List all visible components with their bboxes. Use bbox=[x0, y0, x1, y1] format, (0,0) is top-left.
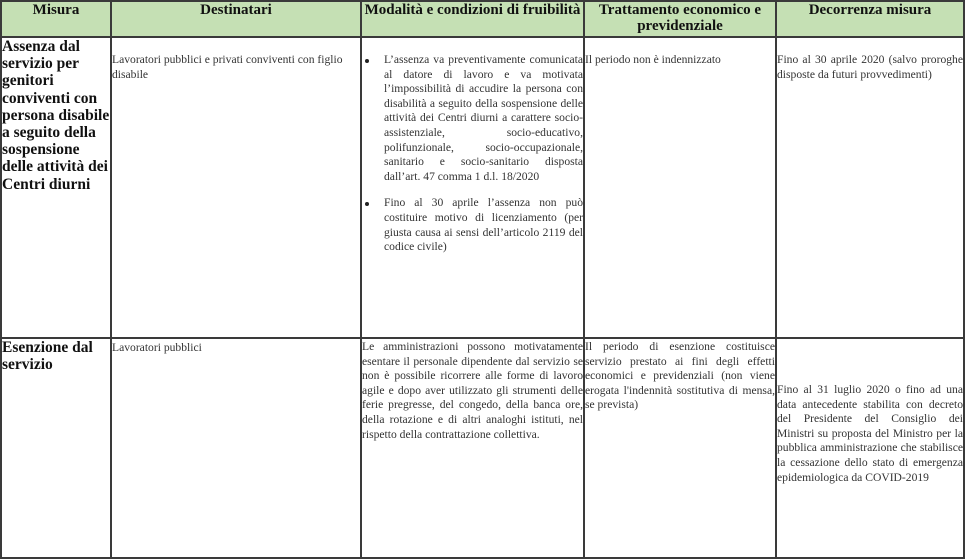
table-row bbox=[1, 338, 964, 558]
bullet-item bbox=[362, 196, 583, 254]
modalita-bullet-list bbox=[362, 53, 583, 255]
cell-decorrenza: Fino al 31 luglio 2020 o fino ad una data antecedente stabilita con decreto del Presidente del Consiglio dei Ministri su proposta del Ministro per la pubblica amministrazione che stabilisce la cessazione dello stato di emergenza epidemiologica da COVID-2019 bbox=[776, 338, 964, 558]
cell-misura: Assenza dal servizio per genitori conviventi con persona disabile a seguito della sospensione delle attività dei Centri diurni bbox=[1, 37, 111, 338]
header-trattamento: Trattamento economico e previdenziale bbox=[584, 1, 776, 37]
table-header-row bbox=[1, 1, 964, 37]
cell-misura: Esenzione dal servizio bbox=[1, 338, 111, 558]
header-modalita: Modalità e condizioni di fruibilità bbox=[361, 1, 584, 37]
cell-decorrenza: Fino al 30 aprile 2020 (salvo proroghe disposte da futuri provvedimenti) bbox=[776, 37, 964, 338]
header-destinatari: Destinatari bbox=[111, 1, 361, 37]
header-misura: Misura bbox=[1, 1, 111, 37]
cell-destinatari: Lavoratori pubblici bbox=[111, 338, 361, 558]
bullet-icon bbox=[365, 59, 369, 63]
cell-modalita: Le amministrazioni possono motivatamente esentare il personale dipendente dal servizio se non è possibile ricorrere alle forme di lavoro agile e dopo aver utilizzato gli strumenti delle ferie pregresse, del congedo, della banca ore, della rotazione e di altri analoghi istituti, nel rispetto della contrattazione collettiva. bbox=[361, 338, 584, 558]
table-row bbox=[1, 37, 964, 338]
cell-destinatari: Lavoratori pubblici e privati conviventi con figlio disabile bbox=[111, 37, 361, 338]
cell-trattamento: Il periodo non è indennizzato bbox=[584, 37, 776, 338]
bullet-text: L’assenza va preventivamente comunicata al datore di lavoro e va motivata l’impossibilità di accudire la persona con disabilità a seguito della sospensione delle attività dei Centri diurni a carattere socio-assistenziale, socio-educativo, polifunzionale, socio-occupazionale, sanitario e socio-sanitario disposta dall’art. 47 comma 1 d.l. 18/2020 bbox=[384, 53, 583, 183]
bullet-icon bbox=[365, 202, 369, 206]
header-decorrenza: Decorrenza misura bbox=[776, 1, 964, 37]
cell-trattamento: Il periodo di esenzione costituisce servizio prestato ai fini degli effetti economici e previdenziali (non viene erogata l'indennità sostitutiva di mensa, se prevista) bbox=[584, 338, 776, 558]
cell-modalita bbox=[361, 37, 584, 338]
bullet-item bbox=[362, 53, 583, 184]
bullet-text: Fino al 30 aprile l’assenza non può costituire motivo di licenziamento (per giusta causa ai sensi dell’articolo 2119 del codice civile) bbox=[384, 196, 583, 254]
